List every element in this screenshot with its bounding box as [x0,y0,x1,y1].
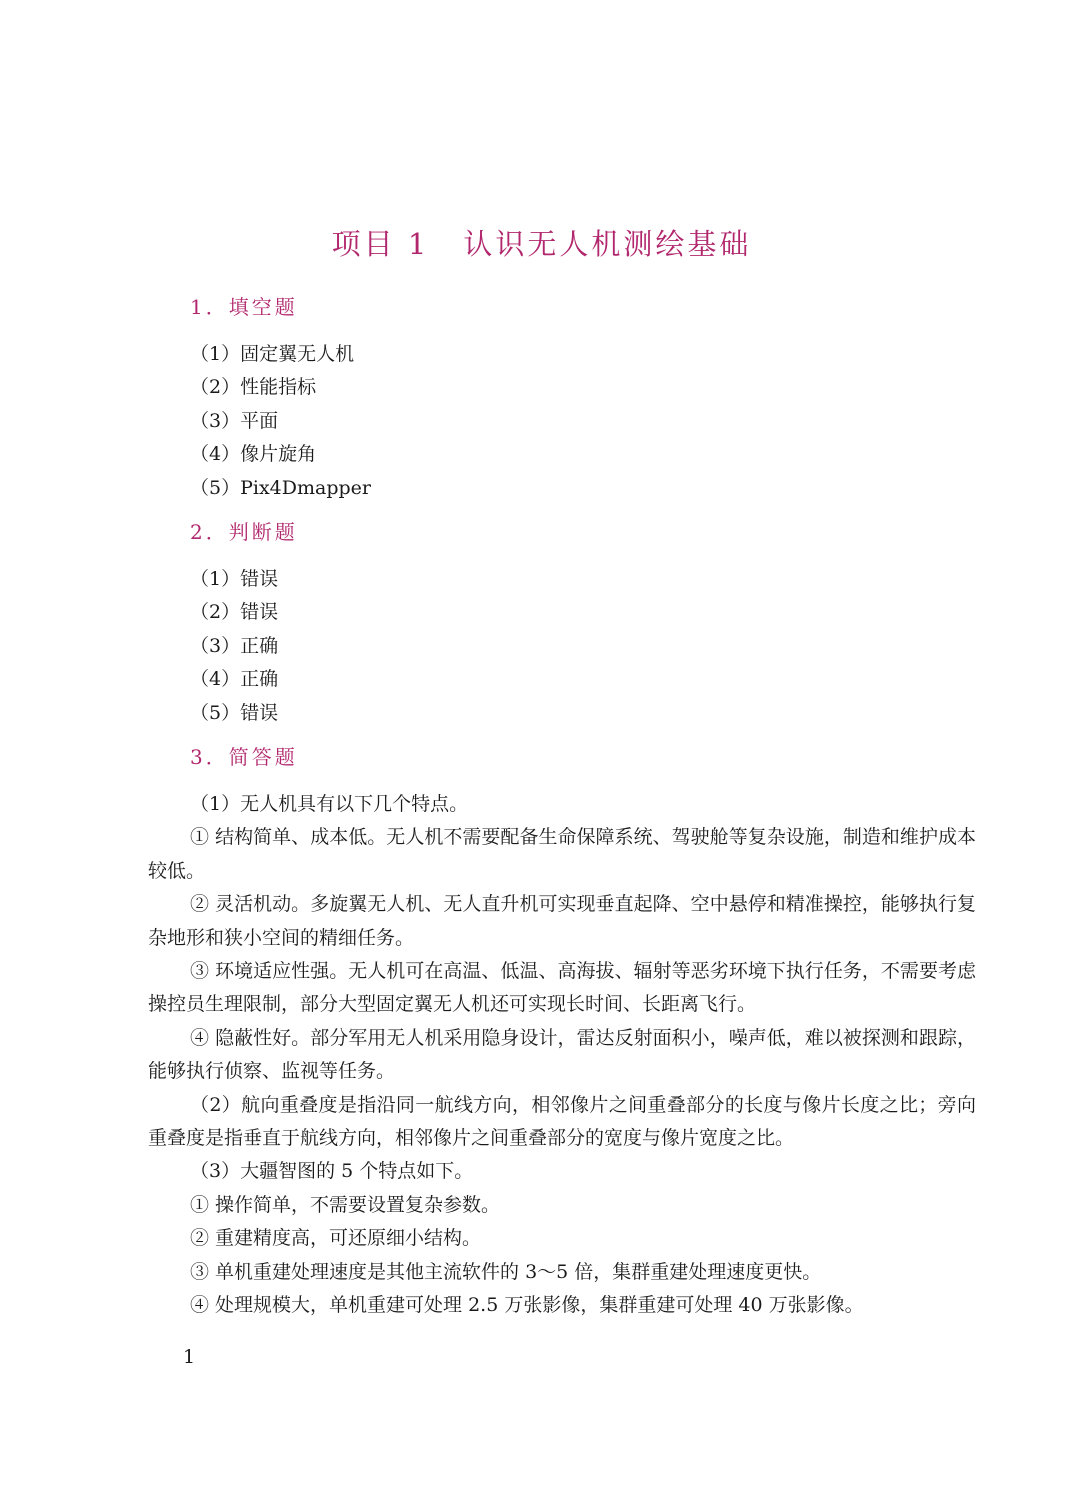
list-item: （5）Pix4Dmapper [190,476,371,499]
paragraph: （2）航向重叠度是指沿同一航线方向，相邻像片之间重叠部分的长度与像片长度之比；旁向重叠度是指垂直于航线方向，相邻像片之间重叠部分的宽度与像片宽度之比。 [148,1093,976,1149]
page-number: 1 [183,1346,196,1368]
paragraph: （3）大疆智图的 5 个特点如下。 [190,1160,474,1183]
list-item: （1）错误 [190,567,279,590]
paragraph: ① 操作简单，不需要设置复杂参数。 [190,1193,501,1216]
paragraph: ③ 单机重建处理速度是其他主流软件的 3～5 倍，集群重建处理速度更快。 [190,1260,822,1283]
list-item: （5）错误 [190,701,279,724]
paragraph: （1）无人机具有以下几个特点。 [190,792,469,815]
chapter-title [0,222,1083,263]
answer-content [148,292,976,1322]
list-item: （4）像片旋角 [190,443,317,466]
paragraph: ② 重建精度高，可还原细小结构。 [190,1227,482,1250]
list-item: （4）正确 [190,668,279,691]
short-answer-body [148,788,976,1323]
list-item: （2）错误 [190,601,279,624]
list-item: （3）正确 [190,634,279,657]
section-heading-judgment: 2．判断题 [190,519,298,544]
fill-blank-answers [148,338,976,505]
paragraph: ④ 处理规模大，单机重建可处理 2.5 万张影像，集群重建可处理 40 万张影像。 [190,1294,864,1316]
list-item: （2）性能指标 [190,376,317,399]
chapter-name: 认识无人机测绘基础 [463,227,752,261]
paragraph: ④ 隐蔽性好。部分军用无人机采用隐身设计，雷达反射面积小，噪声低，难以被探测和跟踪，能够执行侦察、监视等任务。 [148,1026,976,1083]
paragraph: ② 灵活机动。多旋翼无人机、无人直升机可实现垂直起降、空中悬停和精准操控，能够执行复杂地形和狭小空间的精细任务。 [148,893,976,949]
list-item: （1）固定翼无人机 [190,343,355,365]
section-heading-fill-blank: 1．填空题 [190,295,298,319]
chapter-number: 项目 1 [331,227,430,261]
list-item: （3）平面 [190,409,279,432]
section-heading-short-answer: 3．简答题 [190,744,298,769]
judgment-answers [148,563,976,730]
paragraph: ③ 环境适应性强。无人机可在高温、低温、高海拔、辐射等恶劣环境下执行任务，不需要考虑操控员生理限制，部分大型固定翼无人机还可实现长时间、长距离飞行。 [148,959,976,1016]
paragraph: ① 结构简单、成本低。无人机不需要配备生命保障系统、驾驶舱等复杂设施，制造和维护成本较低。 [148,826,976,882]
